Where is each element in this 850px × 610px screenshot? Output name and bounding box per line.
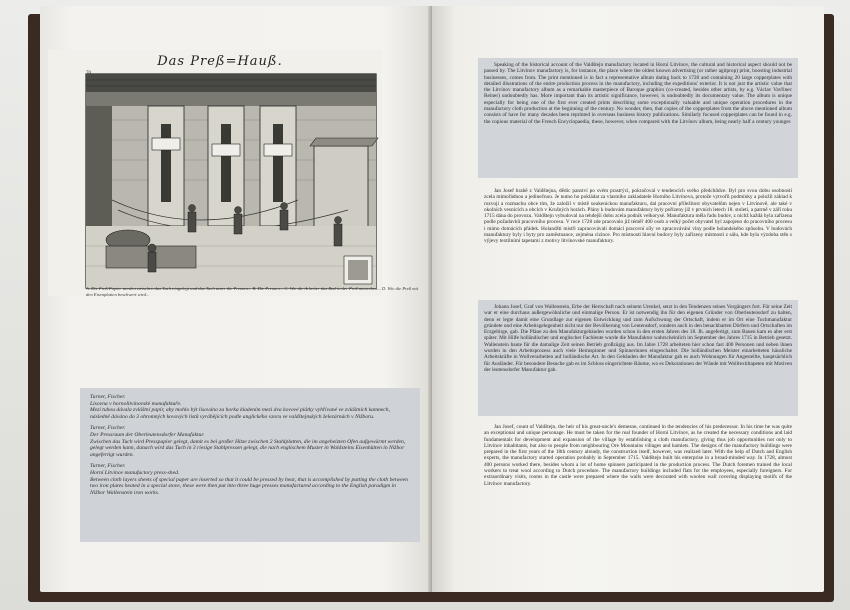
text-block-german bbox=[478, 300, 798, 416]
text-block-czech bbox=[478, 184, 798, 296]
paragraph: Jan Josef, count of Valdštejn, the heir of his great-uncle's demesne, continued in the tendencies of his predecessor. In his time he was quite an exceptional and unique personage. He must be taken for the real founder of Horní Litvínov, as he created the necessary conditions and laid fundamentals for development and expansion of the village by establishing a cloth manufactory, giving thus job opportunities not only to Litvínov inhabitants, but also to people from neighbouring Ore Mountains villages and hamlets. The designs of the manufactory buildings were prepared in the first years of the 18th century already, the construction itself, however, was realized later. With the help of Dutch and English experts, the manufactory started operation probably in September 1715. Valdštejn built his enterprise in a broad-minded way. In 1728, almost 400 persons worked there, besides whom a lot of home spinners participated in the production process. The Dutch foremen trained the local workers to treat wool according to Dutch procedure. The manufactory buildings included flats for the employees, especially foreigners. For extraordinary visits, rooms in the castle were prepared where the walls were decorated with woolen wall covering displaying motifs of the Litvínov manufactory. bbox=[484, 424, 792, 487]
caption-german bbox=[90, 425, 410, 458]
caption-english-heading: Turner, Fischer. bbox=[90, 463, 126, 470]
paragraph: Speaking of the historical account of the Valdštejn manufactory located in Horní Litvínov, the cultural and historical aspect should not be passed by. The Litvínov manufactory is, for instance, the place where the oldest known advertising (or rather agitprop) print, boosting industrial businesses, comes from. The print mentioned is in fact a representative album dating back to 1728 and containing 20 large copperplates with detailed illustrations of the entire production process in the manufactory, including the expeditions' exterior. It is not just the artistic value that the Litvínov manufactory album as a remarkable masterpiece of Baroque graphics (co-created, besides other artists, by e.g. Václav Vavřinec Reiner) undoubtedly has. More important than its artistic significance, however, is undoubtedly its documentary value. The album is unique especially for being one of the first ever created prints describing some exceptionally valuable and unique operation procedures in the manufactory cloth production at the beginning of the century. No wonder, then, that copies of the copperplates from the above mentioned album consists of have for many decades been reprinted in overseas business history publications. Similarly focused copperplates can be found in e.g. the copious material of the French Encyclopaedia, these, however, when compared with the Litvínov album, being nearly half a century younger. bbox=[484, 62, 792, 125]
caption-czech-body: Mezi tuhou dávala zvláštní papír, aby mohlo být lisováno za horka kladením mezi dva kovové plátky vyhřívané ve zvláštních kamnech, následně dáváno do 3 ohromných kovových listů vyrábějících podle anglického vzoru ve valdštejnských železárnách v Nižboru. bbox=[90, 407, 390, 420]
caption-german-subheading: Der Pressraum der Oberleutensdorfer Manufaktur. bbox=[90, 431, 205, 438]
page-number: 70 bbox=[86, 71, 91, 76]
caption-german-body: Zwischen das Tuch wird Presspapier gelegt, damit es bei großer Hitze zwischen 2 Stahlplatten, die im angeheizten Ofen aufgewärmt werden, gelegt werden kann, danach wird das Tuch in 3 riesige Stahlpressen gelegt, die nach englischem Muster in Waldsteins Eisenhütten in Nižbor angefertigt wurden. bbox=[90, 438, 406, 458]
caption-czech-subheading: Lisovna v hornolitvínovské manufaktuře. bbox=[90, 400, 182, 407]
text-block-english bbox=[478, 420, 798, 534]
caption-czech-heading: Turner, Fischer. bbox=[90, 394, 126, 400]
paragraph: Jan Josef hrabě z Valdštejna, dědic panství po svém prastrýci, pokračoval v tendencích svého předchůdce. Byl pro svou dobu osobností zcela mimořádnou a jedinečnou. Je nutno ho pokládat za vlastního zakladatele Horního Litvínova, protože vytvořil podmínky a položil základ k rozvoji a rozmachu obce tím, že založil v místě soukenickou manufakturu, dal pracovní příležitost obyvatelům nejen v Litvínově, ale také v okolních vesnicích a obcích v Krušných horách. Plány k budovám manufaktury byly pořízeny již v prvních letech 18. století, a patrně v září roku 1715 dána do provozu. Valdštejn vybudoval na tehdejší dobu zcela podnik velkorysé. Manufaktura měla řadu budov, z nichž každá byla zařízena podle požadavků pracovního procesu. V roce 1728 zde pracovalo již téměř 400 osob a velký počet obyvatel byl zapojeno do pracovního procesu i mimo domácích přádek. Holandští mistři zapracovávali domácí pracovní síly ve zpracovávání vlny podle holandského způsobu. V budovách manufaktury byly i byty pro zaměstnance, zejména cizince. Pro místnosti hlavní budovy byly zařízeny místnosti z sálu, kde byla výzdoba stěn s výjevy textilními tapetami z motivy litvínovské manufaktury. bbox=[484, 188, 792, 245]
text-block-english-history bbox=[478, 58, 798, 178]
plate-title: Das Preß=Hauß. bbox=[157, 54, 283, 69]
caption-german-heading: Turner, Fischer. bbox=[90, 425, 126, 432]
plate-caption: A. Die Preß Papier werden zwischen das Tuch eingelegt und das Tuch unter die Pressen... B. Die Pressen... C. Wie die Arbeiter das Rad in der Preß umtreiben... D. Wie die Preß mit den Eisenplatten beschwert wird... bbox=[86, 286, 419, 297]
caption-czech bbox=[90, 394, 410, 420]
paragraph: Johann Josef, Graf von Wallenstein, Erbe der Herrschaft nach seinem Urenkel, setzt in den Tendenzen seines Vorgängers fort. Für seine Zeit war er eine durchaus außergewöhnliche und einmalige Person. Er ist notwendig ihn für den eigenen Gründer von Oberleutensdorf zu halten, denn er legte damit eine Grundlage zur eigenen Entwicklung und zum Aufschwung der Ortschaft, indem er im Ort eine Tuchmanufaktur gründete und eine Arbeitsgelegenheit nicht nur der Bevölkerung von Leutensdorf, sondern auch in den benachbarten Dörfern und Ortschaften im Erzgebirge, gab. Die Pläne zu den Manufakturgebäuden wurden schon in den ersten Jahren des 18. Jh. angefertigt, zum Bauen kam es aber erst später. Mit Hilfe holländischer und englischer Fachleute wurde die Manufaktur wahrscheinlich im September des Jahres 1715 in Betrieb gesetzt. Wallenstein baute für die damalige Zeit seinen Betrieb großzügig aus. Im Jahre 1728 arbeiteten hier schon fast 400 Personen und neben ihnen wurden in den Arbeitsprozess auch viele Heimspinner und Spinnerinnen eingeschaltet. Die holländischen Meister einarbeiteten häusliche Arbeitskräfte in Wollverarbeiten auf holländische Art. In den Gebäuden der Manufaktur gab es auch Wohnungen für Angestellte, hauptsächlich für Ausländer. Für besondere Besuche gab es im Schloss eingerichtete Räume, wo es Dekorationen der Wände mit Wolltextiltapeten mit Motiven der leutensdorfer Manufaktur gab. bbox=[484, 304, 792, 373]
caption-english bbox=[90, 463, 410, 496]
caption-english-body: Between cloth layers sheets of special paper are inserted so that it could be pressed by heat, that is accomplished by putting the cloth between two iron plates heated in a special stove, these were then put into three huge presses manufactured according to the English paradigm in Nižbor Wallenstein iron works. bbox=[90, 476, 408, 496]
press-house-engraving bbox=[48, 50, 382, 296]
caption-english-subheading: Horní Litvínov manufactory press-shed. bbox=[90, 469, 180, 476]
caption-box bbox=[80, 388, 420, 542]
